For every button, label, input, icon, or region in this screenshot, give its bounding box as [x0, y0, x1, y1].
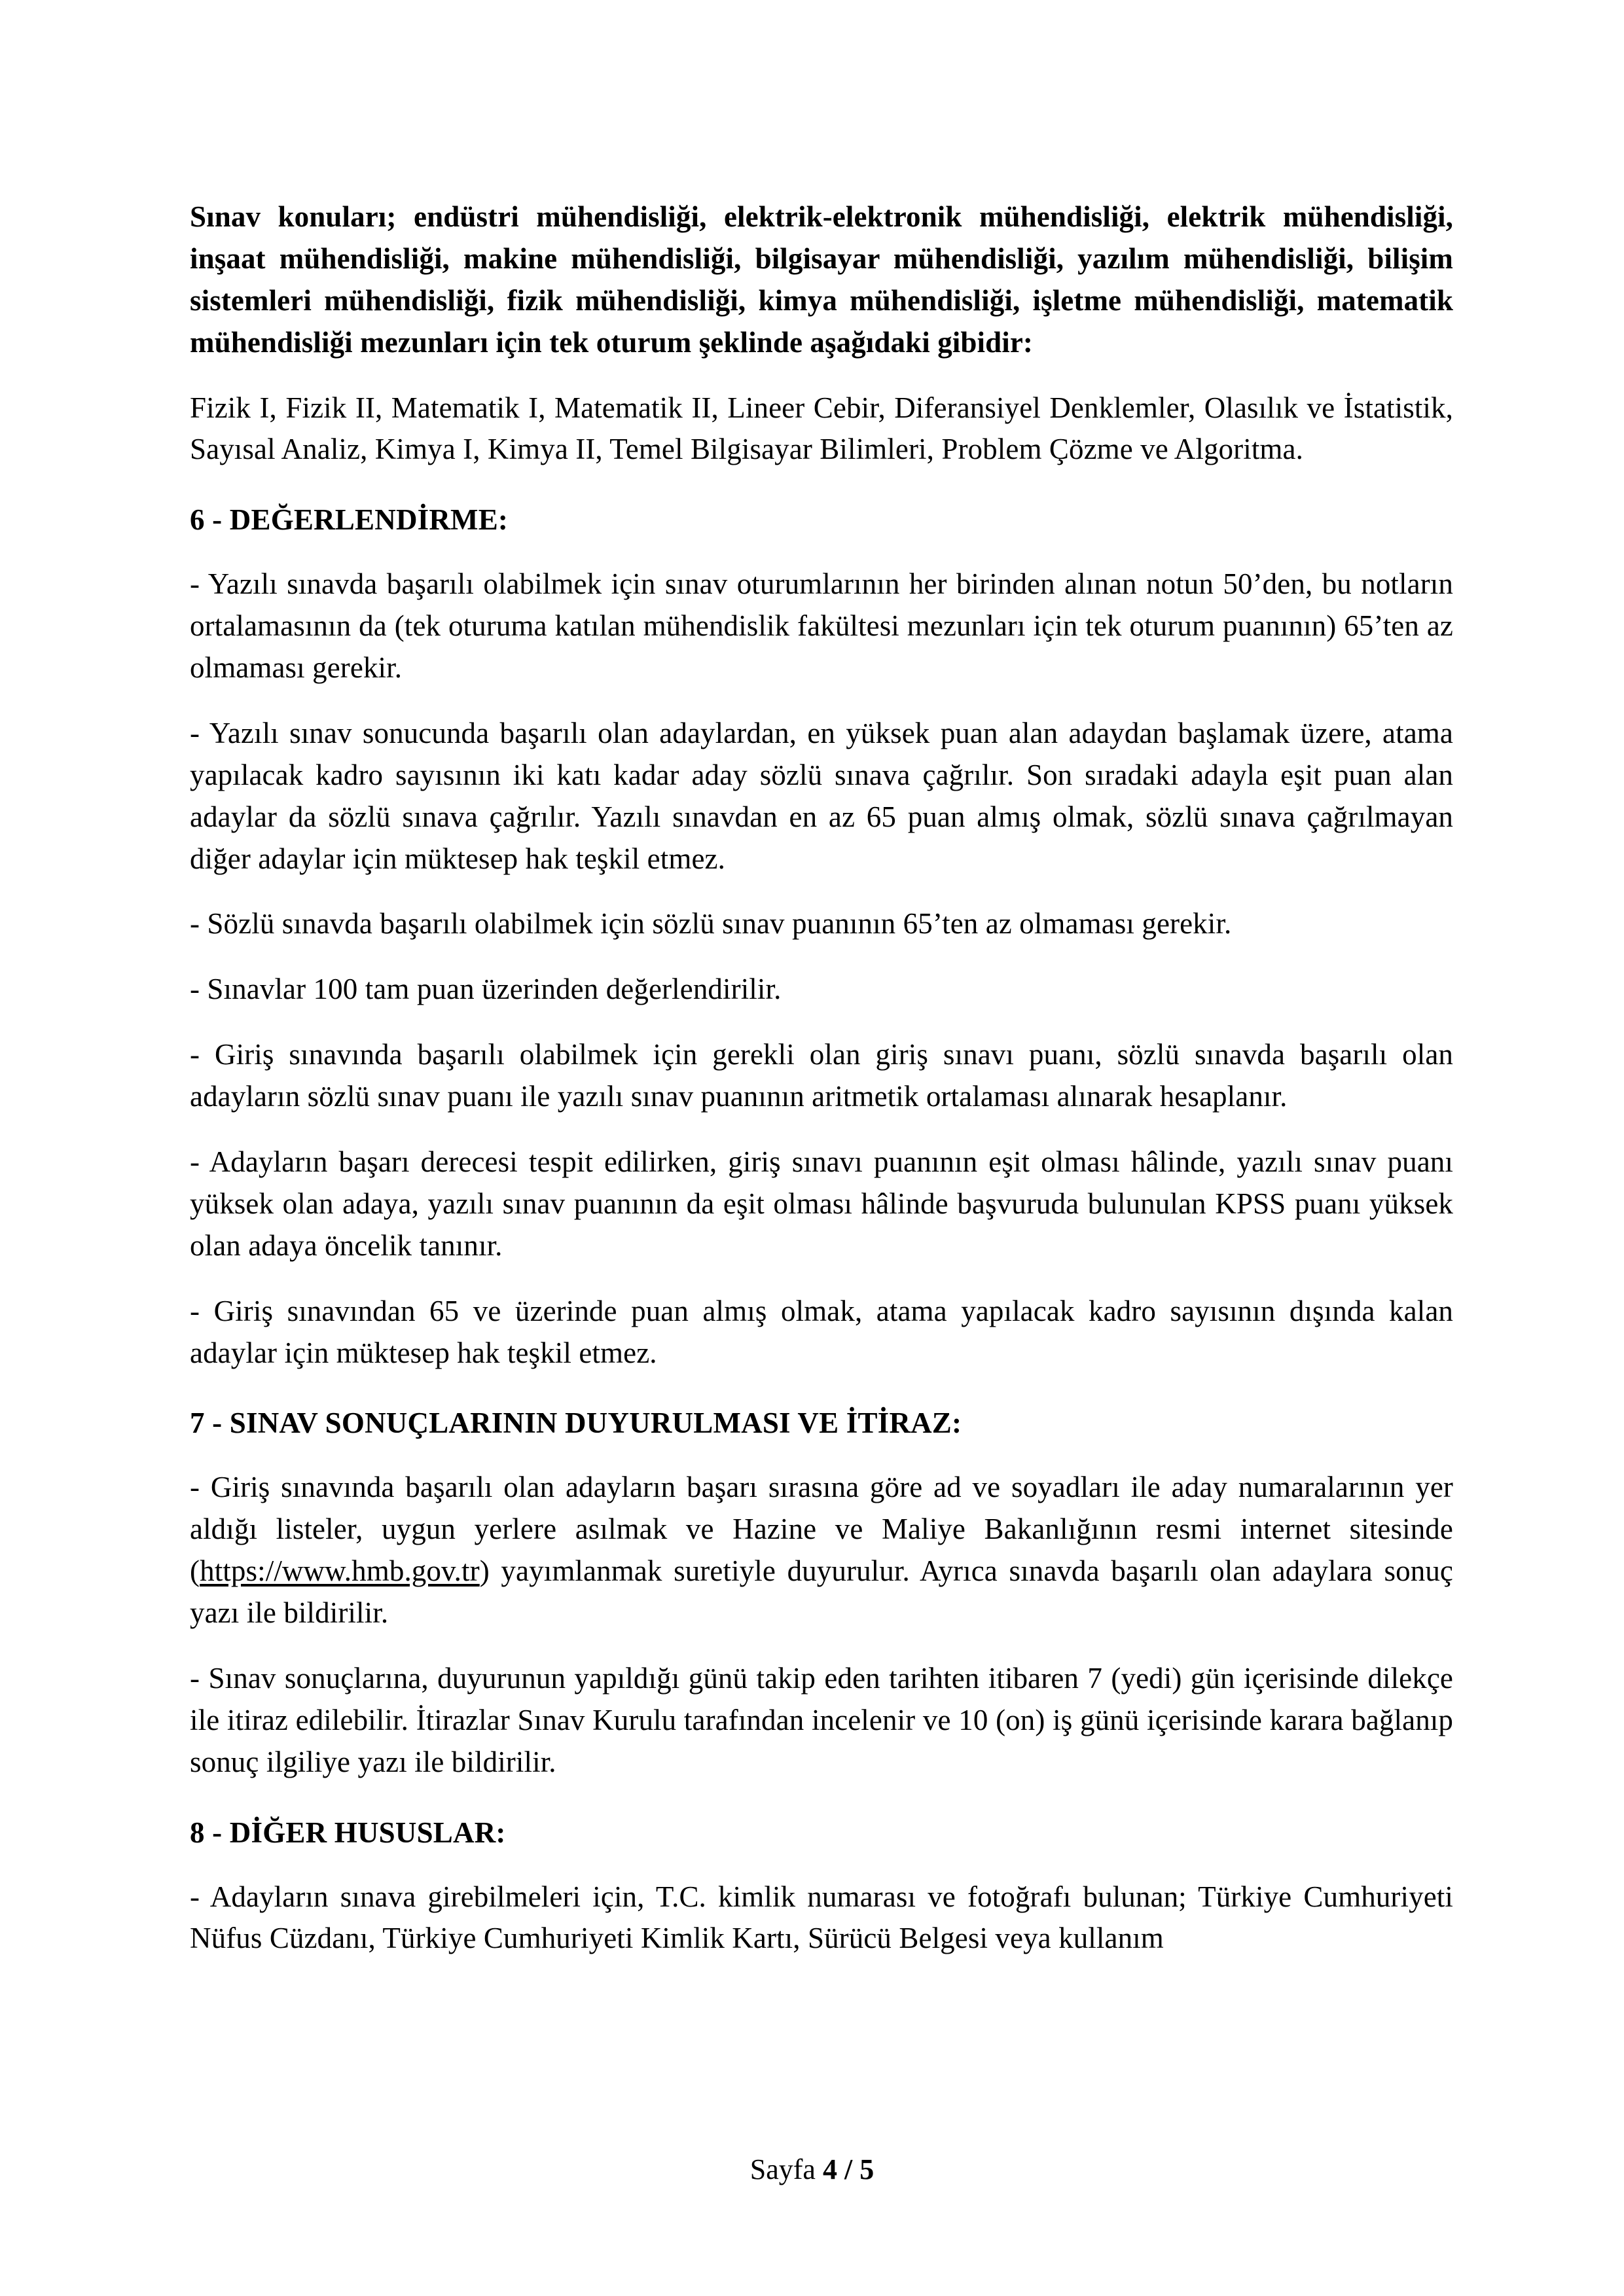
exam-subjects-list-paragraph: Fizik I, Fizik II, Matematik I, Matematik II, Lineer Cebir, Diferansiyel Denklemler, Olasılık ve İstatistik, Sayısal Analiz, Kimya I, Kimya II, Temel Bilgisayar Bilimleri, Problem Çözme ve Algoritma.: [190, 391, 1453, 466]
section-8-paragraph-1: - Adayların sınava girebilmeleri için, T.C. kimlik numarası ve fotoğrafı bulunan; Türkiye Cumhuriyeti Nüfus Cüzdanı, Türkiye Cumhuriyeti Kimlik Kartı, Sürücü Belgesi veya kullanım: [190, 1880, 1453, 1955]
section-6-paragraph-5: - Giriş sınavında başarılı olabilmek için gerekli olan giriş sınavı puanı, sözlü sınavda başarılı olan adayların sözlü sınav puanı ile yazılı sınav puanının aritmetik ortalaması alınarak hesaplanır.: [190, 1038, 1453, 1113]
exam-subjects-intro-paragraph: Sınav konuları; endüstri mühendisliği, elektrik-elektronik mühendisliği, elektrik mühendisliği, inşaat mühendisliği, makine mühendisliği, bilgisayar mühendisliği, yazılım mühendisliği, bilişim sistemleri mühendisliği, fizik mühendisliği, kimya mühendisliği, işletme mühendisliği, matematik mühendisliği mezunları için tek oturum şeklinde aşağıdaki gibidir:: [190, 200, 1453, 359]
section-7-paragraph-1: [190, 1467, 1453, 1634]
section-6-paragraph-4: - Sınavlar 100 tam puan üzerinden değerlendirilir.: [190, 973, 782, 1006]
page-footer-current-page: 4: [822, 2153, 837, 2186]
page-footer-label: Sayfa: [749, 2153, 816, 2186]
document-body: [190, 196, 1453, 1960]
section-7-paragraph-2: - Sınav sonuçlarına, duyurunun yapıldığı günü takip eden tarihten itibaren 7 (yedi) gün içerisinde dilekçe ile itiraz edilebilir. İtirazlar Sınav Kurulu tarafından incelenir ve 10 (on) iş günü içerisinde karara bağlanıp sonuç ilgiliye yazı ile bildirilir.: [190, 1661, 1453, 1778]
page-footer-separator: /: [844, 2153, 853, 2186]
section-6-paragraph-1: - Yazılı sınavda başarılı olabilmek için sınav oturumlarının her birinden alınan notun 50’den, bu notların ortalamasının da (tek oturuma katılan mühendislik fakültesi mezunları için tek oturum puanının) 65’ten az olmaması gerekir.: [190, 567, 1453, 685]
page-footer-total-pages: 5: [859, 2153, 875, 2186]
section-6-paragraph-7: - Giriş sınavından 65 ve üzerinde puan almış olmak, atama yapılacak kadro sayısının dışında kalan adaylar için müktesep hak teşkil etmez.: [190, 1294, 1453, 1369]
section-6-paragraph-6: - Adayların başarı derecesi tespit edilirken, giriş sınavı puanının eşit olması hâlinde, yazılı sınav puanı yüksek olan adaya, yazılı sınav puanının da eşit olması hâlinde başvuruda bulunulan KPSS puanı yüksek olan adaya öncelik tanınır.: [190, 1145, 1453, 1262]
section-7-paragraph-1-text-after-link: ) yayımlanmak suretiyle duyurulur. Ayrıca sınavda başarılı olan adaylara sonuç yazı ile bildirilir.: [190, 1554, 1453, 1630]
section-6-paragraph-2: - Yazılı sınav sonucunda başarılı olan adaylardan, en yüksek puan alan adaydan başlamak üzere, atama yapılacak kadro sayısının iki katı kadar aday sözlü sınava çağrılır. Son sıradaki adayla eşit puan alan adaylar da sözlü sınava çağrılır. Yazılı sınavdan en az 65 puan almış olmak, sözlü sınava çağrılmayan diğer adaylar için müktesep hak teşkil etmez.: [190, 716, 1453, 875]
section-6-paragraph-3: - Sözlü sınavda başarılı olabilmek için sözlü sınav puanının 65’ten az olmaması gerekir.: [190, 907, 1232, 941]
hmb-website-link[interactable]: https://www.hmb.gov.tr: [200, 1554, 480, 1588]
section-heading-8-diger-hususlar: 8 - DİĞER HUSUSLAR:: [190, 1816, 506, 1849]
page-footer: [0, 2149, 1624, 2190]
section-heading-6-degerlendirme: 6 - DEĞERLENDİRME:: [190, 503, 509, 537]
section-7-paragraph-1-text-before-link: - Giriş sınavında başarılı olan adayların başarı sırasına göre ad ve soyadları ile aday numaralarının yer aldığı listeler, uygun yerlere asılmak ve Hazine ve Maliye Bakanlığının resmi internet sitesinde (: [190, 1471, 1453, 1588]
section-heading-7-sinav-sonuclarinin-duyurulmasi: 7 - SINAV SONUÇLARININ DUYURULMASI VE İTİRAZ:: [190, 1407, 962, 1440]
